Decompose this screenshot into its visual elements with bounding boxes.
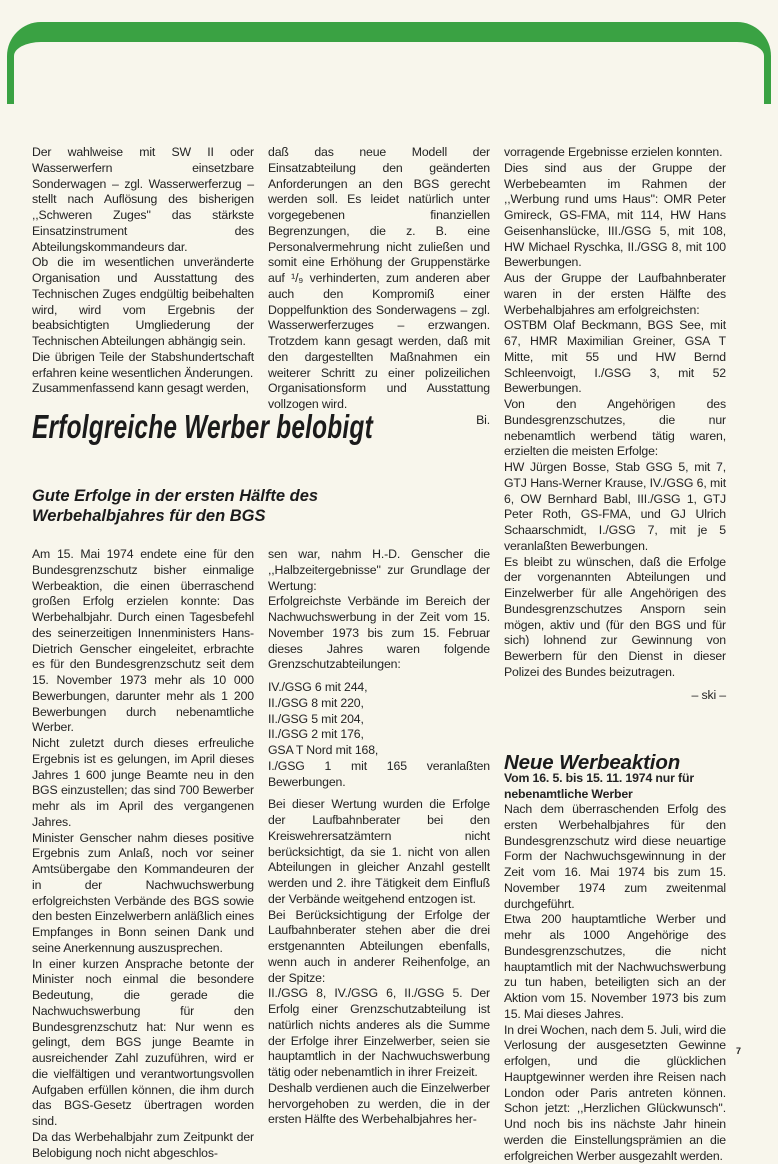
paragraph: Deshalb verdienen auch die Einzelwerber hervorgehoben zu werden, die in der ersten Hälfte des Werbehalbjahres her-: [268, 1081, 490, 1128]
article2-subheadline: Vom 16. 5. bis 15. 11. 1974 nur für nebenamtliche Werber: [504, 771, 726, 802]
paragraph: Da das Werbehalbjahr zum Zeitpunkt der Belobigung noch nicht abgeschlos-: [32, 1130, 254, 1162]
paragraph: In drei Wochen, nach dem 5. Juli, wird die Verlosung der ausgesetzten Gewinne erfolgen, und die glücklichen Hauptgewinner werden ihre Reisen nach London oder Paris antreten können. Schon jetzt: ,,Herzlichen Glückwunsch''. Und noch bis ins nächste Jahr hinein werden die Einstellungsprämien an die erfolgreichen Werber ausgezahlt werden.: [504, 1023, 726, 1164]
article1-col-1: [32, 547, 254, 1161]
paragraph: Nicht zuletzt durch dieses erfreuliche Ergebnis ist es gelungen, im April dieses Jahres 1 600 junge Beamte neu in den BGS einzustellen; das sind 700 Bewerber mehr als im April des vergangenen Jahres.: [32, 736, 254, 831]
paragraph: Bei dieser Wertung wurden die Erfolge der Laufbahnberater bei den Kreiswehrersatzämtern nicht berücksichtigt, da sie 1. nicht von allen Abteilungen in gleicher Anzahl gestellt werden und 2. ihre Tätigkeit dem Einfluß der Verbände weitgehend entzogen ist.: [268, 797, 490, 907]
ranking-item: I./GSG 1 mit 165 veranlaßten Bewerbungen.: [268, 759, 490, 791]
article2-headline: Neue Werbeaktion: [504, 755, 726, 771]
ranking-item: GSA T Nord mit 168,: [268, 743, 490, 759]
article1-col-2: [268, 547, 490, 1128]
paragraph: Die übrigen Teile der Stabshundertschaft erfahren keine wesentlichen Änderungen.: [32, 350, 254, 382]
paragraph: Erfolgreichste Verbände im Bereich der Nachwuchswerbung in der Zeit vom 15. November 1973 bis zum 15. Februar dieses Jahres waren folgende Grenzschutzabteilungen:: [268, 594, 490, 673]
paragraph: Am 15. Mai 1974 endete eine für den Bundesgrenzschutz bisher einmalige Werbeaktion, die einen überraschend großen Erfolg erzielen konnte: Das Werbehalbjahr. Durch einen Tagesbefehl des seinerzeitigen Innenministers Hans-Dietrich Genscher eingeleitet, erbrachte es für den Bundesgrenzschutz seit dem 15. November 1973 mehr als 10 000 Bewerbungen, darunter mehr als 1 200 Bewerbungen durch nebenamtliche Werber.: [32, 547, 254, 736]
ranking-item: II./GSG 2 mit 176,: [268, 727, 490, 743]
top-col-1: [32, 145, 254, 397]
paragraph: Aus der Gruppe der Laufbahnberater waren in der ersten Hälfte des Werbehalbjahres am erfolgreichsten:: [504, 271, 726, 318]
paragraph: HW Jürgen Bosse, Stab GSG 5, mit 7, GTJ Hans-Werner Krause, IV./GSG 6, mit 6, OW Bernhard Babl, III./GSG 1, GTJ Peter Roth, GS-FMA, und GJ Ulrich Schaarschmidt, I./GSG 7, mit je 5 veranlaßten Bewerbungen.: [504, 460, 726, 555]
paragraph: Minister Genscher nahm dieses positive Ergebnis zum Anlaß, noch vor seiner Amtsübergabe den Kommandeuren der in der Nachwuchswerbung erfolgreichsten Verbände des BGS sowie den besten Einzelwerbern anläßlich eines Empfanges in Bonn seinen Dank und seine Anerkennung auszusprechen.: [32, 831, 254, 957]
article1-col-3: [504, 145, 726, 1164]
paragraph: Bei Berücksichtigung der Erfolge der Laufbahnberater stehen aber die drei erstgenannten Abteilungen ebenfalls, wenn auch in anderer Reihenfolge, an der Spitze:: [268, 908, 490, 987]
article-headline: Erfolgreiche Werber belobigt: [32, 408, 373, 446]
paragraph: daß das neue Modell der Einsatzabteilung den geänderten Anforderungen an den BGS gerecht werden soll. Es leidet natürlich unter vorgegebenen finanziellen Begrenzungen, die z. B. eine Personalvermehrung nicht zuließen und somit eine Erhöhung der Gruppenstärke auf ¹/₉ verhinderten, zum anderen aber auch den Kompromiß einer Doppelfunktion des Sonderwagens – zgl. Wasserwerferzuges – erzwangen. Trotzdem kann gesagt werden, daß mit den dargestellten Maßnahmen ein weiterer Schritt zu einer polizeilichen Organisationsform und Ausstattung vollzogen wird.: [268, 145, 490, 413]
paragraph: Dies sind aus der Gruppe der Werbebeamten im Rahmen der ,,Werbung rund ums Haus'': OMR Peter Gmireck, GS-FMA, mit 114, HW Hans Geisenhanslücke, III./GSG 5, mit 108, HW Michael Ryschka, II./GSG 8, mit 100 Bewerbungen.: [504, 161, 726, 271]
paragraph: Von den Angehörigen des Bundesgrenzschutzes, die nur nebenamtlich werbend tätig waren, erzielten die meisten Erfolge:: [504, 397, 726, 460]
ranking-list: [268, 680, 490, 790]
paragraph: vorragende Ergebnisse erzielen konnten.: [504, 145, 726, 161]
paragraph: II./GSG 8, IV./GSG 6, II./GSG 5. Der Erfolg einer Grenzschutzabteilung ist natürlich nichts anderes als die Summe der Erfolge ihrer Einzelwerber, seien sie hauptamtlich in der Nachwuchswerbung tätig oder nebenamtlich in ihrer Freizeit.: [268, 986, 490, 1081]
top-col-2: [268, 145, 490, 429]
paragraph: Etwa 200 hauptamtliche Werber und mehr als 1000 Angehörige des Bundesgrenzschutzes, die nicht hauptamtlich mit der Nachwuchswerbung zu tun haben, beteiligten sich an der Aktion vom 15. November 1973 bis zum 15. Mai dieses Jahres.: [504, 912, 726, 1022]
paragraph: Nach dem überraschenden Erfolg des ersten Werbehalbjahres für den Bundesgrenzschutz wird diese neuartige Form der Nachwuchsgewinnung in der Zeit vom 16. Mai 1974 bis zum 15. November 1974 zum zweitenmal durchgeführt.: [504, 802, 726, 912]
paragraph: Der wahlweise mit SW II oder Wasserwerfern einsetzbare Sonderwagen – zgl. Wasserwerferzug – stellt nach Auflösung des bisherigen ,,Schweren Zuges'' das stärkste Einsatzinstrument des Abteilungskommandeurs dar.: [32, 145, 254, 255]
paragraph: sen war, nahm H.-D. Genscher die ,,Halbzeitergebnisse'' zur Grundlage der Wertung:: [268, 547, 490, 594]
ranking-item: IV./GSG 6 mit 244,: [268, 680, 490, 696]
article2: [504, 755, 726, 1164]
author-signature: – ski –: [504, 688, 726, 704]
author-signature: Bi.: [268, 413, 490, 429]
green-header-frame: [7, 22, 771, 104]
paragraph: In einer kurzen Ansprache betonte der Minister noch einmal die besondere Bedeutung, die gerade die Nachwuchswerbung für den Bundesgrenzschutz hat: Nur wenn es gelingt, dem BGS junge Beamte in ausreichender Zahl zuzuführen, wird er die vielfältigen und verantwortungsvollen Aufgaben erfüllen können, die ihm durch das BGS-Gesetz übertragen worden sind.: [32, 957, 254, 1130]
paragraph: Ob die im wesentlichen unveränderte Organisation und Ausstattung des Technischen Zuges endgültig beibehalten wird, wird vom Ergebnis der beabsichtigten Umgliederung der Technischen Abteilungen abhängig sein.: [32, 255, 254, 350]
ranking-item: II./GSG 5 mit 204,: [268, 712, 490, 728]
paragraph: OSTBM Olaf Beckmann, BGS See, mit 67, HMR Maximilian Greiner, GSA T Mitte, mit 55 und HW Bernd Schleenvoigt, I./GSG 3, mit 52 Bewerbungen.: [504, 318, 726, 397]
paragraph: Es bleibt zu wünschen, daß die Erfolge der vorgenannten Abteilungen und Einzelwerber für alle Angehörigen des Bundesgrenzschutzes Ansporn sein mögen, aktiv und (für den BGS und für sich) lohnend zur Gewinnung von Bewerbern für den Dienst in dieser Polizei des Bundes beizutragen.: [504, 555, 726, 681]
page-number: 7: [736, 1046, 741, 1056]
paragraph: Zusammenfassend kann gesagt werden,: [32, 381, 254, 397]
article-subheadline: Gute Erfolge in der ersten Hälfte des Werbehalbjahres für den BGS: [32, 486, 452, 526]
ranking-item: II./GSG 8 mit 220,: [268, 696, 490, 712]
